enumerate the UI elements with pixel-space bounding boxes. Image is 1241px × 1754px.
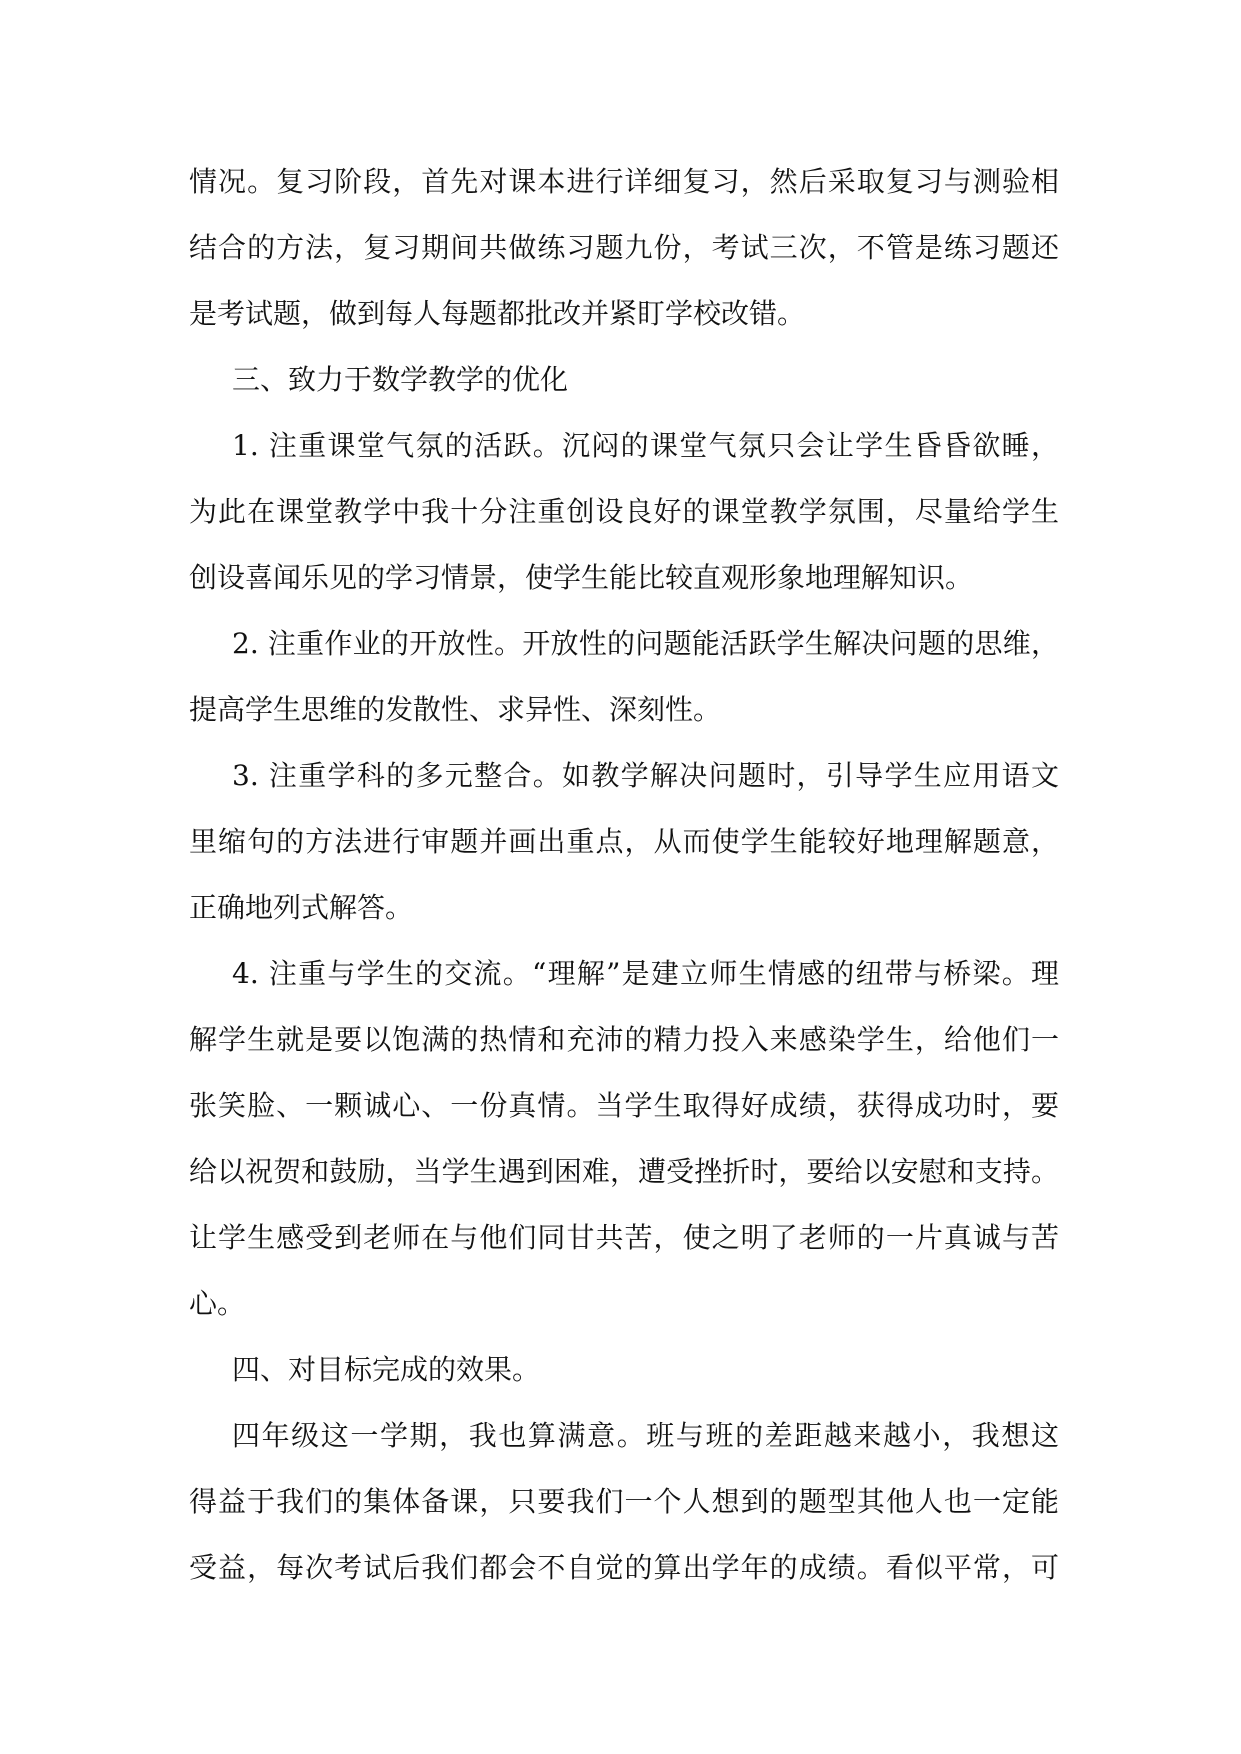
- text-line: 给以祝贺和鼓励，当学生遇到困难，遭受挫折时，要给以安慰和支持。: [189, 1155, 1059, 1188]
- text-line: 得益于我们的集体备课，只要我们一个人想到的题型其他人也一定能: [189, 1485, 1059, 1518]
- text-line: 为此在课堂教学中我十分注重创设良好的课堂教学氛围，尽量给学生: [189, 495, 1059, 528]
- text-line: 解学生就是要以饱满的热情和充沛的精力投入来感染学生，给他们一: [189, 1023, 1059, 1056]
- section-heading: 四、对目标完成的效果。: [232, 1353, 541, 1386]
- text-line: 结合的方法，复习期间共做练习题九份，考试三次，不管是练习题还: [189, 231, 1059, 264]
- text-line: 里缩句的方法进行审题并画出重点，从而使学生能较好地理解题意，: [189, 825, 1059, 858]
- text-line: 让学生感受到老师在与他们同甘共苦，使之明了老师的一片真诚与苦: [189, 1221, 1059, 1254]
- text-line: 张笑脸、一颗诚心、一份真情。当学生取得好成绩，获得成功时，要: [189, 1089, 1059, 1122]
- text-line: 3. 注重学科的多元整合。如教学解决问题时，引导学生应用语文: [232, 759, 1059, 792]
- text-line: 正确地列式解答。: [189, 891, 414, 924]
- text-line: 受益，每次考试后我们都会不自觉的算出学年的成绩。看似平常，可: [189, 1551, 1059, 1584]
- section-heading: 三、致力于数学教学的优化: [232, 363, 569, 396]
- text-line: 是考试题，做到每人每题都批改并紧盯学校改错。: [189, 297, 806, 330]
- text-line: 2. 注重作业的开放性。开放性的问题能活跃学生解决问题的思维，: [232, 627, 1059, 660]
- text-line: 四年级这一学期，我也算满意。班与班的差距越来越小，我想这: [232, 1419, 1059, 1452]
- text-line: 提高学生思维的发散性、求异性、深刻性。: [189, 693, 722, 726]
- text-line: 心。: [189, 1287, 246, 1320]
- text-line: 创设喜闻乐见的学习情景，使学生能比较直观形象地理解知识。: [189, 561, 974, 594]
- text-line: 1. 注重课堂气氛的活跃。沉闷的课堂气氛只会让学生昏昏欲睡，: [232, 429, 1059, 462]
- text-line: 情况。复习阶段，首先对课本进行详细复习，然后采取复习与测验相: [189, 165, 1059, 198]
- text-line: 4. 注重与学生的交流。“理解”是建立师生情感的纽带与桥梁。理: [232, 957, 1059, 990]
